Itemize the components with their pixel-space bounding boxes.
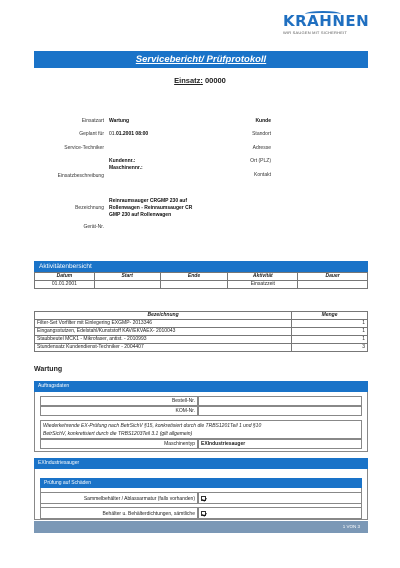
col-ende: Ende [160,273,228,281]
cell-material-menge: 1 [292,320,368,328]
geplant-value-prefix: 01. [109,131,116,137]
page-footer: 1 VON 3 [34,521,368,533]
col-bezeichnung: Bezeichnung [35,312,292,320]
maschinennr-label: Maschinennr.: [109,165,143,171]
col-start: Start [94,273,160,281]
cell-dauer [298,281,368,289]
geplant-value-main: 01.2001 08:00 [115,131,149,137]
kom-label: KOM-Nr. [40,406,198,416]
geplant-value [109,131,148,137]
cell-material-name: Stundensatz Kundendienst-Techniker - 2004407 [35,344,292,352]
check-2-label: Behälter u. Behälterdichtungen, sämtliche [40,507,198,519]
cell-datum: 01.01.2001 [35,281,95,289]
logo-tagline: WIR SAUGEN MIT SICHERHEIT [283,30,348,35]
check-1-cell [198,492,362,504]
adresse-label: Adresse [252,145,271,151]
logo-wordmark: KRAHNEN [283,12,370,30]
bestell-value [198,396,362,406]
pruefung-note-line-2: BetrSichV, konkretisiert durch die TRBS1203Teil 3.1 (gilt allgemein) [43,431,193,437]
activities-heading: Aktivitätenbersicht [34,261,368,272]
table-row [35,320,368,328]
wartung-title: Wartung [34,366,63,373]
kom-value [198,406,362,416]
check-2-checkbox[interactable] [201,511,206,516]
einsatz-number [0,76,400,85]
ort-label: Ort (PLZ) [250,158,271,164]
cell-material-menge: 1 [292,336,368,344]
krahnen-logo [283,14,383,38]
kundennr-label: Kundennr.: [109,158,136,164]
logo-swoosh-icon [305,11,341,17]
table-row [35,344,368,352]
einsatzart-label: Einsatzart [81,118,104,124]
cell-material-name: Filter-Set Vorfilter mit Einlegering EXGMP- 2013346 [35,320,292,328]
check-2-cell [198,507,362,519]
cell-start [94,281,160,289]
cell-material-menge: 1 [292,328,368,336]
pruefung-note-line-1: Wiederkehrende EX-Prüfung nach BetrSichV §15, konkretisiert durch die TRBS1201Teil 1 und §10 [43,423,262,429]
cell-material-menge: 3 [292,344,368,352]
check-1-label: Sammelbehälter / Ablassarmatur (falls vorhanden) [40,492,198,504]
table-row [35,336,368,344]
bezeichnung-value-line-3: GMP 230 auf Rollenwagen [109,212,172,218]
kunde-label: Kunde [255,118,271,124]
col-datum: Datum [35,273,95,281]
geraet-label: Gerät-Nr. [83,224,104,230]
einsatz-label: Einsatz: [174,76,203,85]
bezeichnung-value-line-2: Rollenwagen - Reinraumsauger CR [109,205,193,211]
maschinentyp-label: Maschinentyp [40,439,198,449]
pruefung-heading: Prüfung auf Schäden [40,478,362,488]
materials-header-row [35,312,368,320]
bezeichnung-label: Bezeichnung [75,205,104,211]
bezeichnung-value-line-1: Reinraumsauger CRGMP 230 auf [109,198,187,204]
einsatzbeschreibung-label: Einsatzbeschreibung [57,173,104,179]
col-dauer: Dauer [298,273,368,281]
geplant-label: Geplant für [79,131,104,137]
cell-ende [160,281,228,289]
cell-material-name: Staubbeutel MCK1 - Mikrofaser, antist. - 2010993 [35,336,292,344]
einsatzart-value: Wartung [109,118,130,124]
einsatz-value: 00000 [205,76,226,85]
activities-header-row [35,273,368,281]
col-aktivitaet: Aktivität [228,273,298,281]
techniker-label: Service-Techniker [64,145,104,151]
table-row [35,281,368,289]
col-menge: Menge [292,312,368,320]
activities-table [34,272,368,289]
pruefung-note [40,420,362,439]
ex-heading: EXIndustriesauger [34,458,368,469]
standort-label: Standort [252,131,271,137]
materials-table [34,311,368,352]
cell-material-name: Eingangsstutzen, Edelstahl/Kunststoff KAV/EKVAEX- 2010043 [35,328,292,336]
page-title: Servicebericht/ Prüfprotokoll [34,51,368,68]
kontakt-label: Kontakt [254,172,271,178]
auftragsdaten-heading: Auftragsdaten [34,381,368,392]
bestell-label: Bestell-Nr. [40,396,198,406]
cell-aktivitaet: Einsatzzeit [228,281,298,289]
table-row [35,328,368,336]
check-1-checkbox[interactable] [201,496,206,501]
maschinentyp-value: EXIndustriesauger [198,439,362,449]
